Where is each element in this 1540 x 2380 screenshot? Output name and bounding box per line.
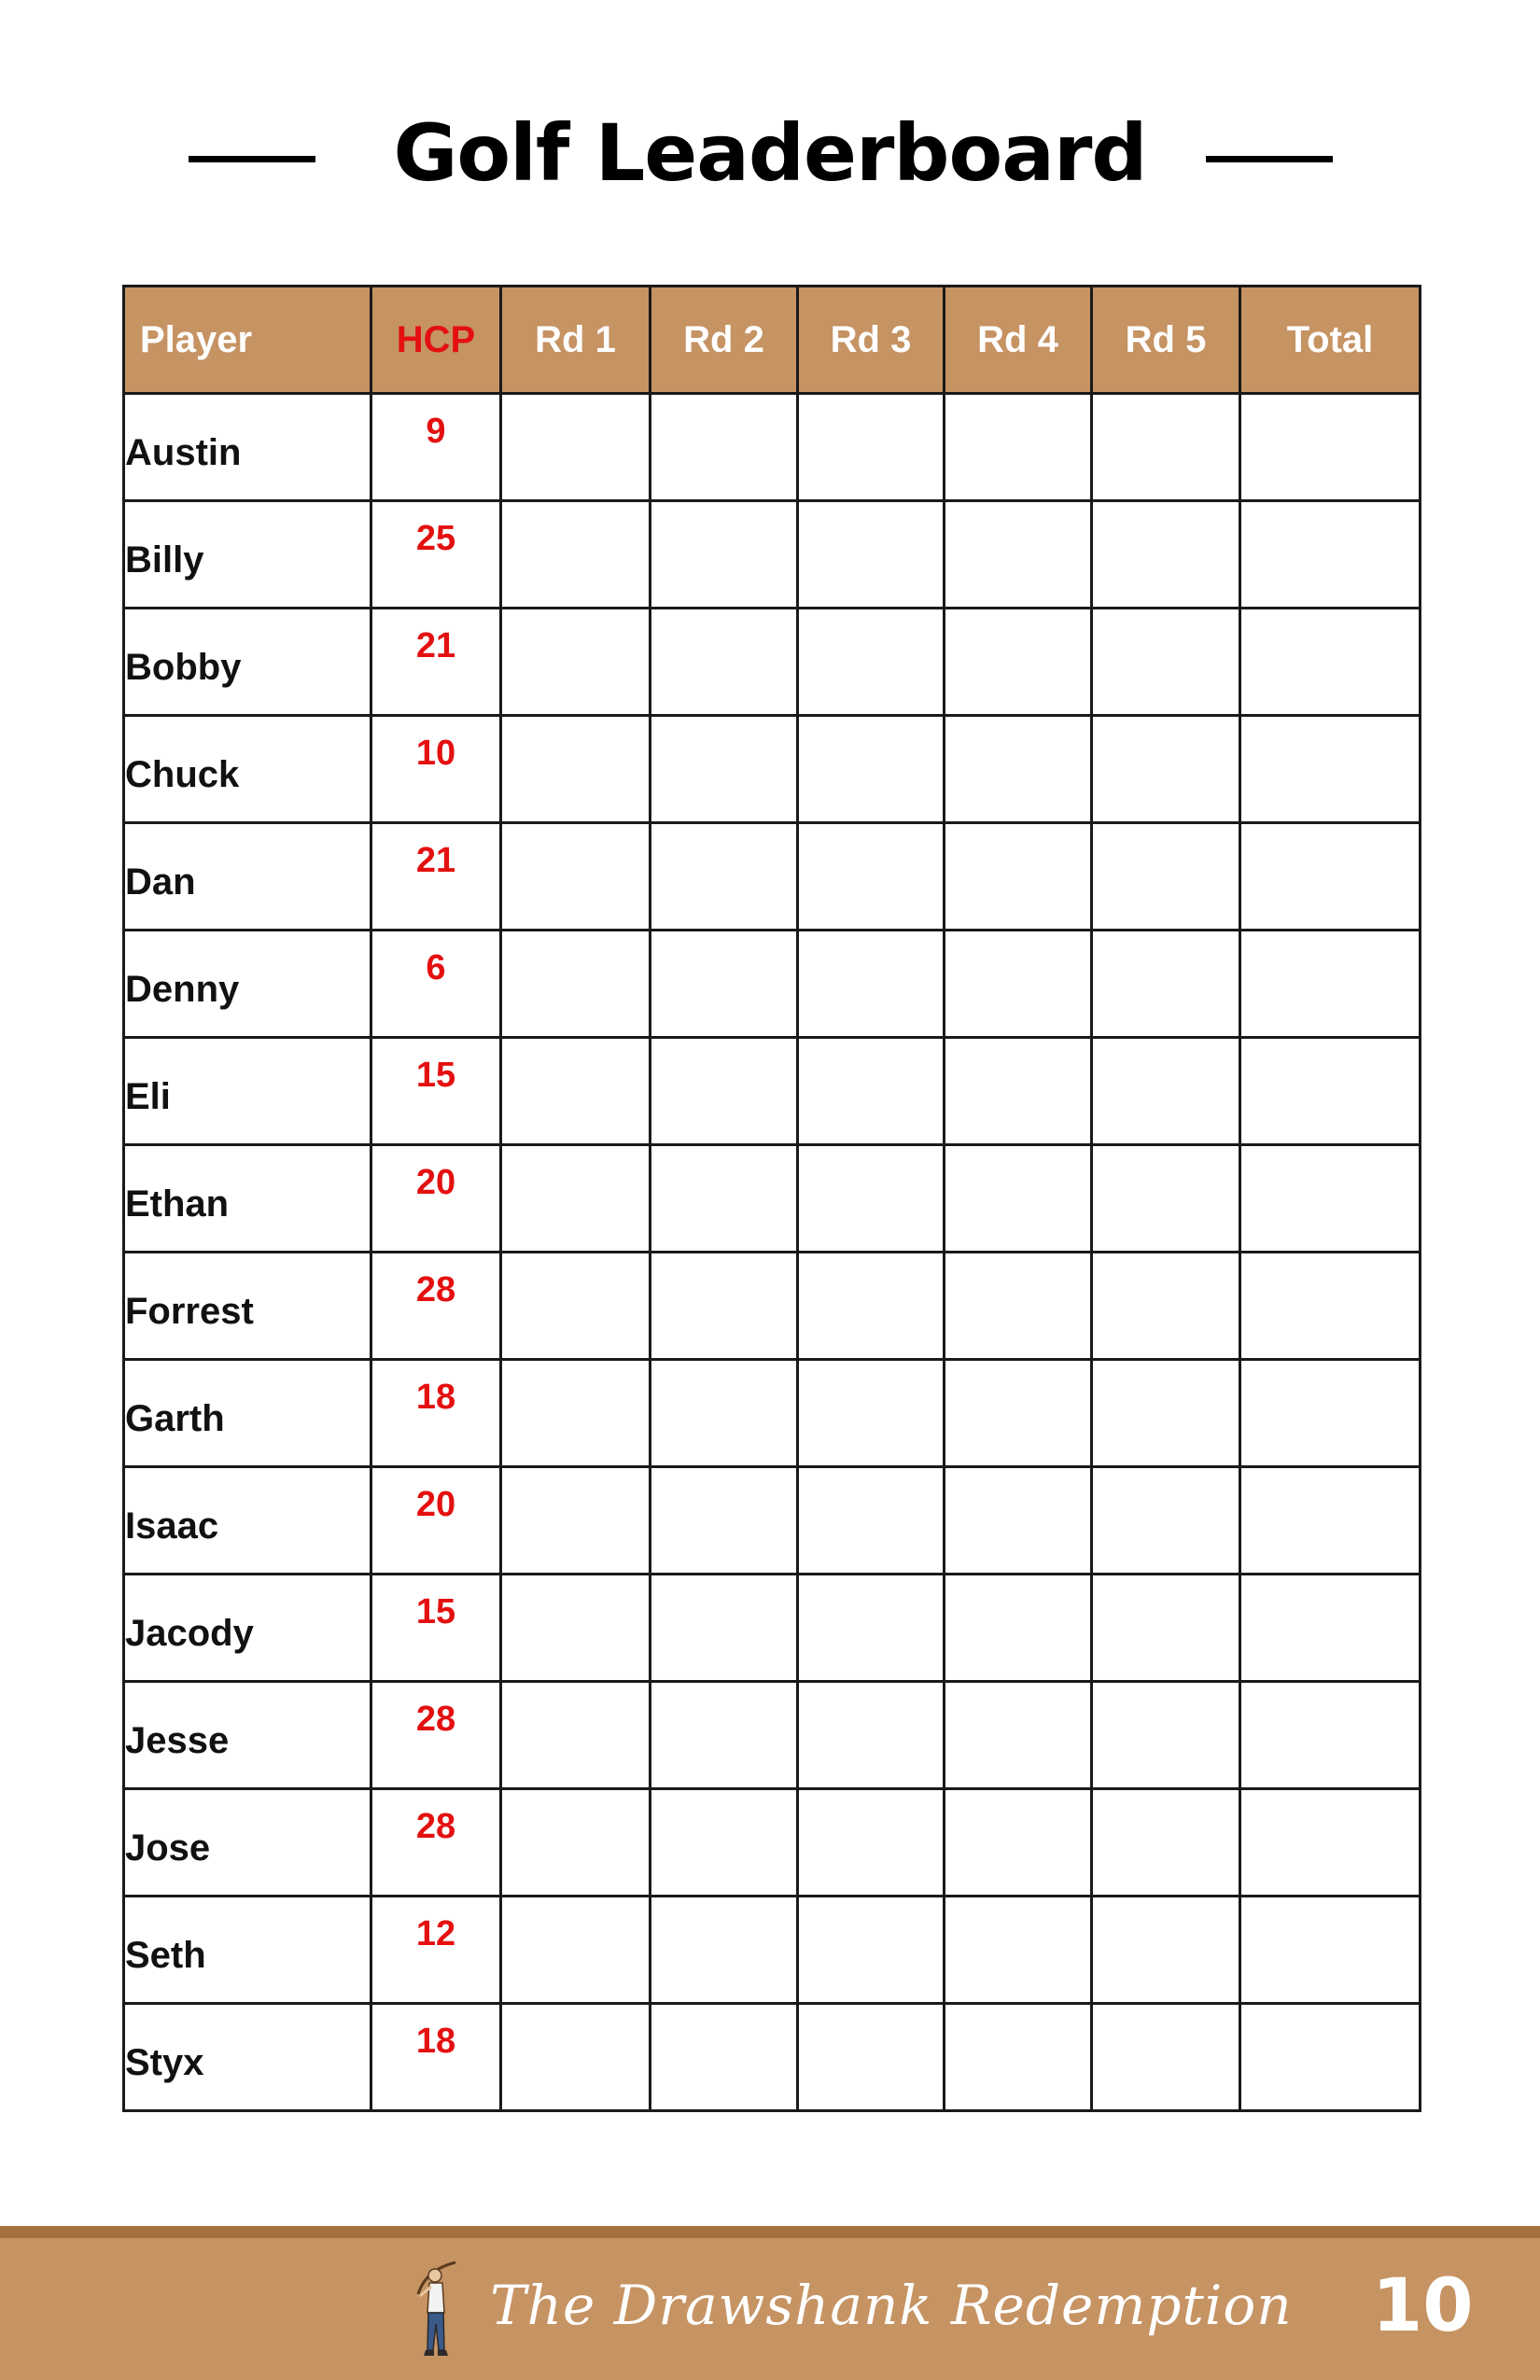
player-name: Jesse (125, 1719, 230, 1761)
total-cell[interactable] (1240, 1038, 1421, 1145)
round-4-cell[interactable] (945, 1145, 1092, 1253)
table-row (124, 716, 1421, 823)
player-name: Dan (125, 861, 196, 903)
round-1-header: Rd 1 (501, 287, 651, 394)
table-row (124, 1360, 1421, 1467)
page-title: Golf Leaderboard (393, 107, 1147, 199)
round-1-cell[interactable] (501, 609, 651, 716)
round-4-cell[interactable] (945, 1897, 1092, 2004)
hcp-cell (371, 1360, 501, 1467)
round-5-cell[interactable] (1092, 394, 1240, 501)
round-2-cell[interactable] (651, 1897, 798, 2004)
round-2-cell[interactable] (651, 1038, 798, 1145)
player-cell (124, 1145, 371, 1253)
round-5-cell[interactable] (1092, 716, 1240, 823)
table-row (124, 1145, 1421, 1253)
hcp-cell (371, 394, 501, 501)
player-cell (124, 931, 371, 1038)
round-2-cell[interactable] (651, 1467, 798, 1575)
player-cell (124, 1253, 371, 1360)
leaderboard-table (122, 285, 1421, 2112)
hcp-value: 28 (415, 1807, 456, 1846)
player-name: Chuck (125, 753, 240, 795)
round-5-cell[interactable] (1092, 1038, 1240, 1145)
hcp-cell (371, 2004, 501, 2111)
total-cell[interactable] (1240, 394, 1421, 501)
hcp-cell (371, 1897, 501, 2004)
player-cell (124, 1897, 371, 2004)
round-3-cell[interactable] (798, 1789, 945, 1897)
round-2-cell[interactable] (651, 2004, 798, 2111)
brand-name: The Drawshank Redemption (490, 2274, 1293, 2337)
round-3-cell[interactable] (798, 501, 945, 609)
table-row (124, 1789, 1421, 1897)
hcp-cell (371, 1467, 501, 1575)
table-row (124, 1897, 1421, 2004)
round-4-cell[interactable] (945, 1038, 1092, 1145)
player-name: Jose (125, 1827, 211, 1869)
round-2-cell[interactable] (651, 1253, 798, 1360)
hcp-value: 21 (415, 841, 456, 880)
round-5-header: Rd 5 (1092, 287, 1240, 394)
round-3-cell[interactable] (798, 823, 945, 931)
title-dash-right (1206, 156, 1333, 162)
round-4-cell[interactable] (945, 1682, 1092, 1789)
round-2-cell[interactable] (651, 609, 798, 716)
table-row (124, 1253, 1421, 1360)
player-name: Styx (125, 2041, 204, 2083)
table-row (124, 1682, 1421, 1789)
round-5-cell[interactable] (1092, 1360, 1240, 1467)
round-5-cell[interactable] (1092, 1467, 1240, 1575)
round-4-cell[interactable] (945, 1467, 1092, 1575)
page-number: 10 (1372, 2264, 1474, 2348)
round-1-cell[interactable] (501, 2004, 651, 2111)
round-3-cell[interactable] (798, 1038, 945, 1145)
player-name: Seth (125, 1934, 206, 1976)
player-name: Ethan (125, 1183, 230, 1225)
total-cell[interactable] (1240, 1467, 1421, 1575)
total-cell[interactable] (1240, 1575, 1421, 1682)
hcp-cell (371, 1789, 501, 1897)
hcp-value: 18 (415, 1378, 456, 1417)
round-1-cell[interactable] (501, 1360, 651, 1467)
round-3-cell[interactable] (798, 931, 945, 1038)
table-body (124, 394, 1421, 2111)
hcp-cell (371, 501, 501, 609)
round-1-cell[interactable] (501, 1253, 651, 1360)
player-cell (124, 716, 371, 823)
round-5-cell[interactable] (1092, 823, 1240, 931)
round-3-cell[interactable] (798, 394, 945, 501)
round-4-cell[interactable] (945, 1253, 1092, 1360)
player-name: Forrest (125, 1290, 254, 1332)
round-1-cell[interactable] (501, 1897, 651, 2004)
round-1-cell[interactable] (501, 394, 651, 501)
total-cell[interactable] (1240, 609, 1421, 716)
round-3-cell[interactable] (798, 1467, 945, 1575)
hcp-value: 21 (415, 626, 456, 665)
round-2-cell[interactable] (651, 1145, 798, 1253)
round-5-cell[interactable] (1092, 1145, 1240, 1253)
hcp-cell (371, 609, 501, 716)
round-3-cell[interactable] (798, 609, 945, 716)
round-2-cell[interactable] (651, 823, 798, 931)
hcp-value: 15 (415, 1056, 456, 1095)
round-2-cell[interactable] (651, 1360, 798, 1467)
total-cell[interactable] (1240, 501, 1421, 609)
total-cell[interactable] (1240, 2004, 1421, 2111)
hcp-value: 25 (415, 519, 456, 558)
round-3-cell[interactable] (798, 1253, 945, 1360)
round-4-cell[interactable] (945, 609, 1092, 716)
player-cell (124, 609, 371, 716)
hcp-cell (371, 823, 501, 931)
total-cell[interactable] (1240, 1360, 1421, 1467)
player-cell (124, 1038, 371, 1145)
round-2-cell[interactable] (651, 931, 798, 1038)
round-1-cell[interactable] (501, 931, 651, 1038)
player-name: Denny (125, 968, 240, 1010)
round-4-cell[interactable] (945, 716, 1092, 823)
round-5-cell[interactable] (1092, 1897, 1240, 2004)
title-row (0, 93, 1540, 224)
table-row (124, 501, 1421, 609)
table-row (124, 1575, 1421, 1682)
hcp-value: 28 (415, 1700, 456, 1739)
total-cell[interactable] (1240, 1789, 1421, 1897)
round-1-cell[interactable] (501, 1467, 651, 1575)
round-1-cell[interactable] (501, 1145, 651, 1253)
player-cell (124, 1682, 371, 1789)
total-cell[interactable] (1240, 1682, 1421, 1789)
table-row (124, 1467, 1421, 1575)
hcp-value: 18 (415, 2022, 456, 2061)
hcp-cell (371, 1145, 501, 1253)
total-cell[interactable] (1240, 1253, 1421, 1360)
hcp-cell (371, 1038, 501, 1145)
round-3-cell[interactable] (798, 1897, 945, 2004)
round-3-cell[interactable] (798, 1145, 945, 1253)
round-4-cell[interactable] (945, 1575, 1092, 1682)
round-2-cell[interactable] (651, 394, 798, 501)
round-1-cell[interactable] (501, 1575, 651, 1682)
player-cell (124, 1575, 371, 1682)
total-cell[interactable] (1240, 823, 1421, 931)
player-name: Isaac (125, 1505, 219, 1547)
hcp-value: 20 (415, 1163, 456, 1202)
total-header: Total (1240, 287, 1421, 394)
round-3-cell[interactable] (798, 716, 945, 823)
round-4-cell[interactable] (945, 2004, 1092, 2111)
round-1-cell[interactable] (501, 1789, 651, 1897)
total-cell[interactable] (1240, 1897, 1421, 2004)
round-2-cell[interactable] (651, 1575, 798, 1682)
player-name: Garth (125, 1397, 225, 1439)
table-row (124, 931, 1421, 1038)
round-5-cell[interactable] (1092, 1253, 1240, 1360)
table-row (124, 609, 1421, 716)
player-name: Billy (125, 539, 204, 581)
hcp-cell (371, 931, 501, 1038)
player-cell (124, 501, 371, 609)
round-4-cell[interactable] (945, 1360, 1092, 1467)
player-cell (124, 823, 371, 931)
round-5-cell[interactable] (1092, 609, 1240, 716)
player-header: Player (124, 287, 371, 394)
round-5-cell[interactable] (1092, 2004, 1240, 2111)
hcp-cell (371, 1682, 501, 1789)
round-5-cell[interactable] (1092, 501, 1240, 609)
round-1-cell[interactable] (501, 501, 651, 609)
round-3-cell[interactable] (798, 1575, 945, 1682)
hcp-cell (371, 1575, 501, 1682)
hcp-value: 9 (426, 412, 446, 451)
table-header-row (124, 287, 1421, 394)
player-cell (124, 2004, 371, 2111)
round-4-cell[interactable] (945, 931, 1092, 1038)
round-5-cell[interactable] (1092, 1682, 1240, 1789)
round-4-header: Rd 4 (945, 287, 1092, 394)
table-row (124, 2004, 1421, 2111)
round-1-cell[interactable] (501, 823, 651, 931)
hcp-value: 6 (426, 948, 446, 987)
round-3-header: Rd 3 (798, 287, 945, 394)
hcp-value: 20 (415, 1485, 456, 1524)
player-name: Eli (125, 1075, 171, 1117)
player-cell (124, 1467, 371, 1575)
golfer-icon (407, 2257, 472, 2359)
footer-stripe (0, 2226, 1540, 2238)
total-cell[interactable] (1240, 716, 1421, 823)
round-4-cell[interactable] (945, 823, 1092, 931)
round-2-cell[interactable] (651, 1789, 798, 1897)
round-3-cell[interactable] (798, 2004, 945, 2111)
hcp-value: 15 (415, 1592, 456, 1631)
page-footer (0, 2238, 1540, 2380)
total-cell[interactable] (1240, 1145, 1421, 1253)
player-name: Bobby (125, 646, 242, 688)
player-cell (124, 1360, 371, 1467)
hcp-value: 12 (415, 1914, 456, 1953)
round-5-cell[interactable] (1092, 1789, 1240, 1897)
player-name: Jacody (125, 1612, 254, 1654)
total-cell[interactable] (1240, 931, 1421, 1038)
round-1-cell[interactable] (501, 1038, 651, 1145)
round-5-cell[interactable] (1092, 1575, 1240, 1682)
round-3-cell[interactable] (798, 1360, 945, 1467)
hcp-header: HCP (371, 287, 501, 394)
player-cell (124, 1789, 371, 1897)
round-4-cell[interactable] (945, 394, 1092, 501)
round-2-cell[interactable] (651, 716, 798, 823)
round-1-cell[interactable] (501, 1682, 651, 1789)
hcp-cell (371, 716, 501, 823)
hcp-cell (371, 1253, 501, 1360)
player-cell (124, 394, 371, 501)
round-4-cell[interactable] (945, 501, 1092, 609)
round-3-cell[interactable] (798, 1682, 945, 1789)
round-2-cell[interactable] (651, 1682, 798, 1789)
hcp-value: 28 (415, 1270, 456, 1309)
table-row (124, 394, 1421, 501)
table-row (124, 1038, 1421, 1145)
round-5-cell[interactable] (1092, 931, 1240, 1038)
player-name: Austin (125, 431, 242, 473)
round-2-cell[interactable] (651, 501, 798, 609)
round-2-header: Rd 2 (651, 287, 798, 394)
round-1-cell[interactable] (501, 716, 651, 823)
table-row (124, 823, 1421, 931)
round-4-cell[interactable] (945, 1789, 1092, 1897)
hcp-value: 10 (415, 734, 456, 773)
